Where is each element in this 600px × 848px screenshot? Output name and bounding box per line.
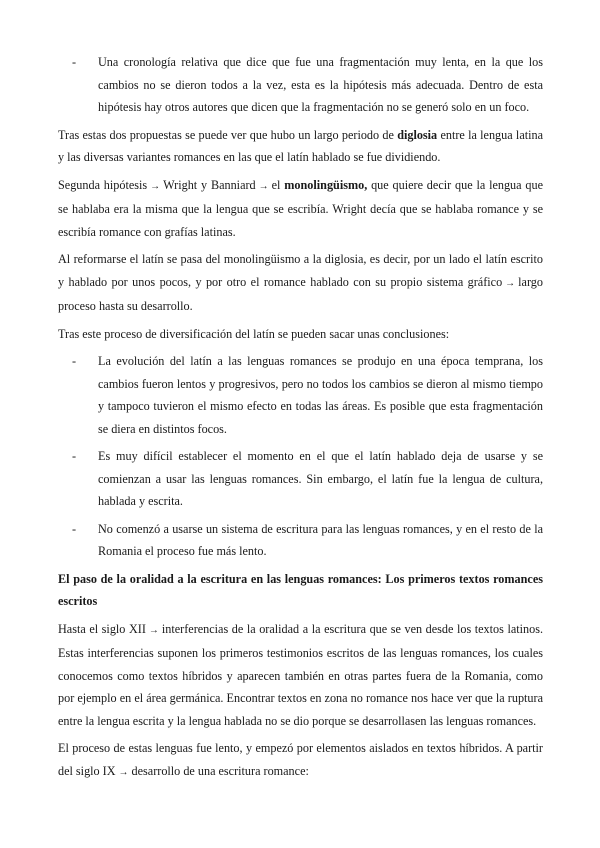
list-item: [72, 445, 543, 513]
arrow-icon: →: [150, 180, 161, 192]
paragraph-diglosia: Tras estas dos propuestas se puede ver que hubo un largo periodo de diglosia entre la lengua latina y las diversas variantes romances en las que el latín hablado se fue dividiendo.: [58, 127, 543, 164]
paragraph-siglo-ix: El proceso de estas lenguas fue lento, y empezó por elementos aislados en textos híbridos. A partir del siglo IX → desarrollo de una escritura romance:: [58, 741, 543, 778]
list-item: [72, 350, 543, 440]
document-page: [58, 51, 543, 789]
section-heading: El paso de la oralidad a la escritura en las lenguas romances: Los primeros textos romances escritos: [58, 571, 543, 608]
bullet-marker: -: [72, 521, 77, 536]
list-item-text: No comenzó a usarse un sistema de escritura para las lenguas romances, y en el resto de la Romania el proceso fue más lento.: [98, 521, 543, 558]
bold-term-monolinguismo: monolingüismo,: [284, 177, 368, 192]
list-item: [72, 51, 543, 119]
bold-term-diglosia: diglosia: [397, 127, 438, 142]
list-item-text: Una cronología relativa que dice que fue una fragmentación muy lenta, en la que los cambios no se dieron todos a la vez, esta es la hipótesis más adecuada. Dentro de esta hipótesis hay otros autores que dicen que la fragmentación no se generó solo en un foco.: [98, 55, 543, 114]
arrow-icon: →: [505, 277, 516, 289]
arrow-icon: →: [118, 766, 129, 778]
bullet-marker: -: [72, 354, 77, 368]
list-item-text: La evolución del latín a las lenguas romances se produjo en una época temprana, los cambios fueron lentos y progresivos, pero no todos los cambios se dieron al mismo tiempo y tampoco tuvieron el mismo efecto en todas las áreas. Es posible que esta fragmentación se diera en distintos focos.: [98, 354, 543, 436]
bullet-marker: -: [72, 449, 77, 463]
bullet-marker: -: [72, 55, 77, 69]
paragraph-conclusiones-intro: Tras este proceso de diversificación del latín se pueden sacar unas conclusiones:: [58, 326, 450, 341]
paragraph-segunda-hipotesis: Segunda hipótesis → Wright y Banniard → el monolingüismo, que quiere decir que la lengua que se hablaba era la misma que la lengua que se escribía. Wright decía que se hablaba romance y se escribía romance con grafías latinas.: [58, 177, 543, 239]
arrow-icon: →: [258, 180, 269, 192]
paragraph-reforma: Al reformarse el latín se pasa del monolingüismo a la diglosia, es decir, por un lado el latín escrito y hablado por unos pocos, y por otro el romance hablado con su propio sistema gráfico → largo proceso hasta su desarrollo.: [58, 252, 543, 313]
paragraph-siglo-xii: Hasta el siglo XII → interferencias de la oralidad a la escritura que se ven desde los textos latinos. Estas interferencias suponen los primeros testimonios escritos de las lenguas romances, los cuales conocemos como textos híbridos y aparecen también en otras partes fuera de la Romania, como por ejemplo en el área germánica. Encontrar textos en zona no romance nos hace ver que la ruptura entre la lengua escrita y la lengua hablada no se dio porque se desarrollasen las lenguas romances.: [58, 621, 543, 728]
arrow-icon: →: [148, 624, 159, 636]
list-item: [72, 518, 543, 563]
list-item-text: Es muy difícil establecer el momento en el que el latín hablado deja de usarse y se comienzan a usar las lenguas romances. Sin embargo, el latín fue la lengua de cultura, hablada y escrita.: [98, 449, 543, 508]
